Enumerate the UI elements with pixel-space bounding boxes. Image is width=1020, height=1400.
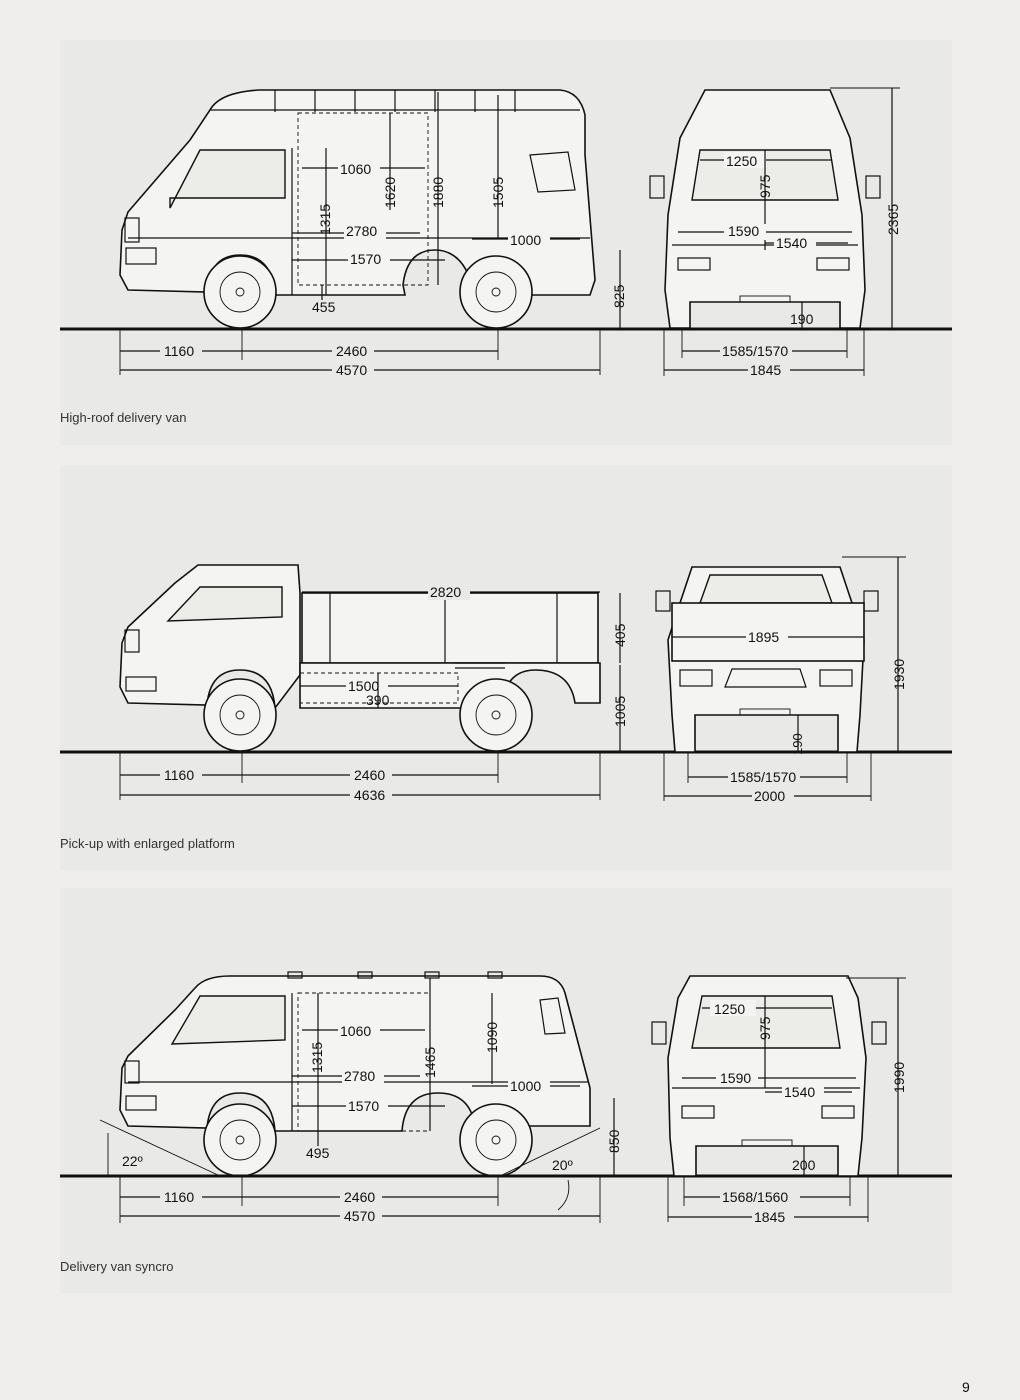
dim-overall-width: 2000 [754, 788, 786, 804]
rear-wheel [460, 679, 532, 751]
dim-front-overhang: 1160 [164, 767, 195, 783]
high-roof-van-drawing [60, 40, 952, 445]
dim-rear-door-width: 1000 [510, 1078, 542, 1094]
dim-overall-height: 2365 [885, 203, 901, 235]
dim-ground-clearance: 190 [790, 311, 814, 327]
caption-syncro: Delivery van syncro [60, 1259, 174, 1274]
dim-rear-door-height: 1090 [484, 1021, 500, 1053]
dim-wheelbase: 2460 [344, 1189, 376, 1205]
dim-rear-opening-height: 975 [757, 1016, 773, 1040]
dim-floor-length: 1570 [350, 251, 382, 267]
dim-floor-length: 1570 [348, 1098, 380, 1114]
dim-platform-length: 2820 [430, 584, 462, 600]
dim-wheelbase: 2460 [336, 343, 368, 359]
dim-locker-length: 1500 [348, 678, 380, 694]
dim-floor-height: 825 [611, 284, 627, 308]
pick-up-rear-view [656, 567, 878, 752]
dim-platform-width: 1895 [748, 629, 780, 645]
syncro-drawing [60, 888, 952, 1293]
dim-overall-height: 1930 [891, 658, 907, 690]
rear-wheel [460, 1104, 532, 1176]
dim-sill-height: 495 [306, 1145, 330, 1161]
panel-syncro [60, 888, 952, 1293]
dim-between-arches: 1540 [776, 235, 808, 251]
dim-door-height: 1315 [317, 203, 333, 235]
dim-locker-height: 390 [366, 692, 390, 708]
dim-roof-width: 1250 [726, 153, 758, 169]
dim-overall-length: 4570 [336, 362, 368, 378]
dim-platform-height: 1005 [612, 695, 628, 727]
dim-platform-side-height: 405 [612, 623, 628, 647]
dim-load-length: 2780 [346, 223, 378, 239]
dim-rear-opening-height: 975 [757, 174, 773, 198]
dim-interior-width: 1590 [720, 1070, 752, 1086]
dim-overall-width: 1845 [750, 362, 782, 378]
dim-load-width: 1060 [340, 161, 372, 177]
dim-track: 1585/1570 [730, 769, 797, 785]
dim-rear-door-height: 1505 [490, 176, 506, 208]
dim-overall-length: 4570 [344, 1208, 376, 1224]
rear-wheel [460, 256, 532, 328]
page-number: 9 [962, 1379, 970, 1395]
panel-high-roof-van [60, 40, 952, 445]
dim-load-length: 2780 [344, 1068, 376, 1084]
dim-door-height: 1315 [309, 1041, 325, 1073]
front-wheel [204, 256, 276, 328]
dim-between-arches: 1540 [784, 1084, 816, 1100]
dim-track: 1585/1570 [722, 343, 789, 359]
dim-wheelbase: 2460 [354, 767, 386, 783]
dim-overall-length: 4636 [354, 787, 386, 803]
dim-interior-height: 1880 [430, 176, 446, 208]
dim-roof-width: 1250 [714, 1001, 746, 1017]
dim-sill-height: 455 [312, 299, 336, 315]
dim-floor-height: 850 [606, 1129, 622, 1153]
dim-overall-width: 1845 [754, 1209, 786, 1225]
dim-ground-clearance: 190 [790, 733, 805, 755]
panel-pick-up [60, 465, 952, 870]
pick-up-drawing [60, 465, 952, 870]
dim-interior-width: 1590 [728, 223, 760, 239]
dim-overall-height: 1990 [891, 1061, 907, 1093]
front-wheel [204, 1104, 276, 1176]
dim-side-door-height: 1620 [382, 176, 398, 208]
dim-ground-clearance: 200 [792, 1157, 816, 1173]
caption-high-roof-van: High-roof delivery van [60, 410, 187, 425]
dim-rear-door-width: 1000 [510, 232, 542, 248]
dim-load-width: 1060 [340, 1023, 372, 1039]
dim-front-overhang: 1160 [164, 343, 195, 359]
front-wheel [204, 679, 276, 751]
dim-departure-angle: 20º [552, 1157, 573, 1173]
dim-interior-height: 1465 [422, 1046, 438, 1078]
dim-front-overhang: 1160 [164, 1189, 195, 1205]
syncro-rear-view [652, 976, 886, 1176]
caption-pick-up: Pick-up with enlarged platform [60, 836, 235, 851]
dim-track: 1568/1560 [722, 1189, 789, 1205]
dim-approach-angle: 22º [122, 1153, 143, 1169]
